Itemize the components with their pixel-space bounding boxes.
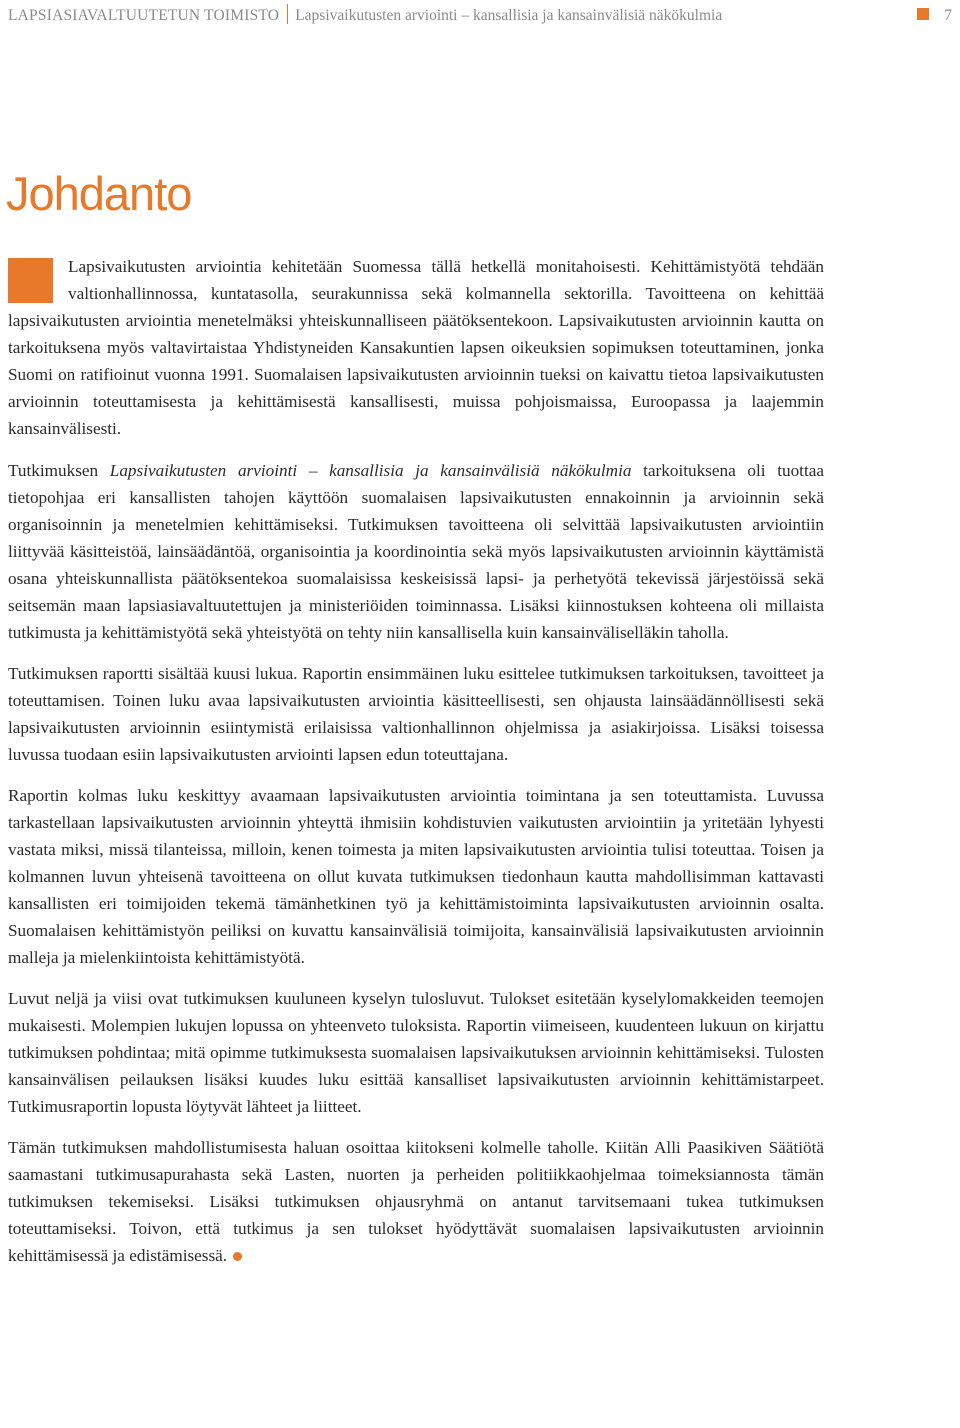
body-text xyxy=(8,253,824,1283)
paragraph-intro-text: Lapsivaikutusten arviointia kehitetään Suomessa tällä hetkellä monitahoisesti. Kehittämistyötä tehdään valtionhallinnossa, kuntatasolla, seurakunnissa sekä kolmannella sektorilla. Tavoitteena on kehittää lapsivaikutusten arviointia menetelmäksi yhteiskunnalliseen päätöksentekoon. Lapsivaikutusten arvioinnin kautta on tarkoituksena myös valtavirtaistaa Yhdistyneiden Kansakuntien lapsen oikeuksien sopimuksen toteuttaminen, jonka Suomi on ratifioinut vuonna 1991. Suomalaisen lapsivaikutusten arvioinnin tueksi on kaivattu tietoa lapsivaikutusten arvioinnin toteuttamisesta ja kehittämisestä kansallisesti, muissa pohjoismaissa, Euroopassa ja laajemmin kansainvälisesti. xyxy=(8,257,824,438)
paragraph-intro xyxy=(8,253,824,442)
chapter-title: Johdanto xyxy=(6,167,192,220)
orange-square-icon xyxy=(917,8,929,20)
study-title: Lapsivaikutusten arviointi – kansallisia ja kansainvälisiä näkökulmia xyxy=(109,461,632,480)
paragraph-purpose-text: tarkoituksena oli tuottaa tietopohjaa eri kansallisten tahojen käyttöön suomalaisen lapsivaikutusten ennakoinnin ja arvioinnin sekä organisoinnin ja menetelmien kehittämiseksi. Tutkimuksen tavoitteena oli selvittää lapsivaikutusten arviointiin liittyvää käsitteistöä, lainsäädäntöä, organisointia ja koordinointia sekä myös lapsivaikutusten arvioinnin käyttämistä osana yhteiskunnallista päätöksentekoa suomalaisissa keskeisissä lapsi- ja perhetyötä tekevissä järjestöissä sekä seitsemän maan lapsiasiavaltuutettujen ja ministeriöiden toiminnassa. Lisäksi kiinnostuksen kohteena oli millaista tutkimusta ja kehittämistyötä sekä yhteistyötä on tehty niin kansallisella kuin kansainväliselläkin taholla. xyxy=(8,461,824,642)
end-bullet-icon xyxy=(233,1252,242,1261)
running-header xyxy=(8,4,952,28)
paragraph-chapter-three: Raportin kolmas luku keskittyy avaamaan lapsivaikutusten arviointia toimintana ja sen toteuttamista. Luvussa tarkastellaan lapsivaikutusten arvioinnin yhteyttä ihmisiin kohdistuvien vaikutusten arviointiin ja yritetään lyhyesti vastata miksi, missä tilanteissa, milloin, kenen toimesta ja miten lapsivaikutusten arviointia tulisi toteuttaa. Toisen ja kolmannen luvun yhteisenä tavoitteena on ollut kuvata tutkimuksen tiedonhaun kautta mahdollisimman kattavasti kansallisten eri toimijoiden tekemä tämänhetkinen työ ja kehittämistoiminta lapsivaikutusten arvioinnin osalta. Suomalaisen kehittämistyön peiliksi on kuvattu kansainvälisiä toimijoita, kansainvälisiä lapsivaikutusten arvioinnin malleja ja mielenkiintoista kehittämistyötä. xyxy=(8,786,824,967)
paragraph-purpose xyxy=(8,457,824,646)
page-number: 7 xyxy=(944,7,952,24)
paragraph-acknowledgements-text: Tämän tutkimuksen mahdollistumisesta haluan osoittaa kiitokseni kolmelle taholle. Kiitän Alli Paasikiven Säätiötä saamastani tutkimusapurahasta sekä Lasten, nuorten ja perheiden politiikkaohjelmaa toimeksiannosta tämän tutkimuksen tekemiseksi. Lisäksi tutkimuksen ohjausryhmä on antanut tarvitsemaani tukea tutkimuksen toteuttamiseksi. Toivon, että tutkimus ja sen tulokset hyödyttävät suomalaisen lapsivaikutusten arvioinnin kehittämisessä ja edistämisessä. xyxy=(8,1138,824,1265)
orange-square-icon xyxy=(8,258,53,303)
paragraph-structure: Tutkimuksen raportti sisältää kuusi lukua. Raportin ensimmäinen luku esittelee tutkimuksen tarkoituksen, tavoitteet ja toteuttamisen. Toinen luku avaa lapsivaikutusten arviointia käsitteellisesti, sen ohjausta lainsäädännöllisesti sekä lapsivaikutusten arvioinnin esiintymistä erilaisissa valtionhallinnon ohjelmissa ja asiakirjoissa. Lisäksi toisessa luvussa tuodaan esiin lapsivaikutusten arviointi lapsen edun toteuttajana. xyxy=(8,664,824,764)
paragraph-purpose-lead: Tutkimuksen xyxy=(8,461,110,480)
page-marker xyxy=(917,4,952,28)
header-organization: LAPSIASIAVALTUUTETUN TOIMISTO xyxy=(8,7,280,24)
header-report-title: Lapsivaikutusten arviointi – kansallisia ja kansainvälisiä näkökulmia xyxy=(295,7,723,24)
paragraph-acknowledgements xyxy=(8,1134,824,1269)
paragraph-results: Luvut neljä ja viisi ovat tutkimuksen kuuluneen kyselyn tulosluvut. Tulokset esitetään kyselylomakkeiden teemojen mukaisesti. Molempien lukujen lopussa on yhteenveto tuloksista. Raportin viimeiseen, kuudenteen lukuun on kirjattu tutkimuksen pohdintaa; mitä opimme tutkimuksesta suomalaisen lapsivaikutuksen arvioinnin kehittämiseksi. Tulosten kansainvälisen peilauksen lisäksi kuudes luku esittää kansalliset lapsivaikutusten arvioinnin kehittämistarpeet. Tutkimusraportin lopusta löytyvät lähteet ja liitteet. xyxy=(8,989,824,1116)
header-divider xyxy=(287,4,288,24)
